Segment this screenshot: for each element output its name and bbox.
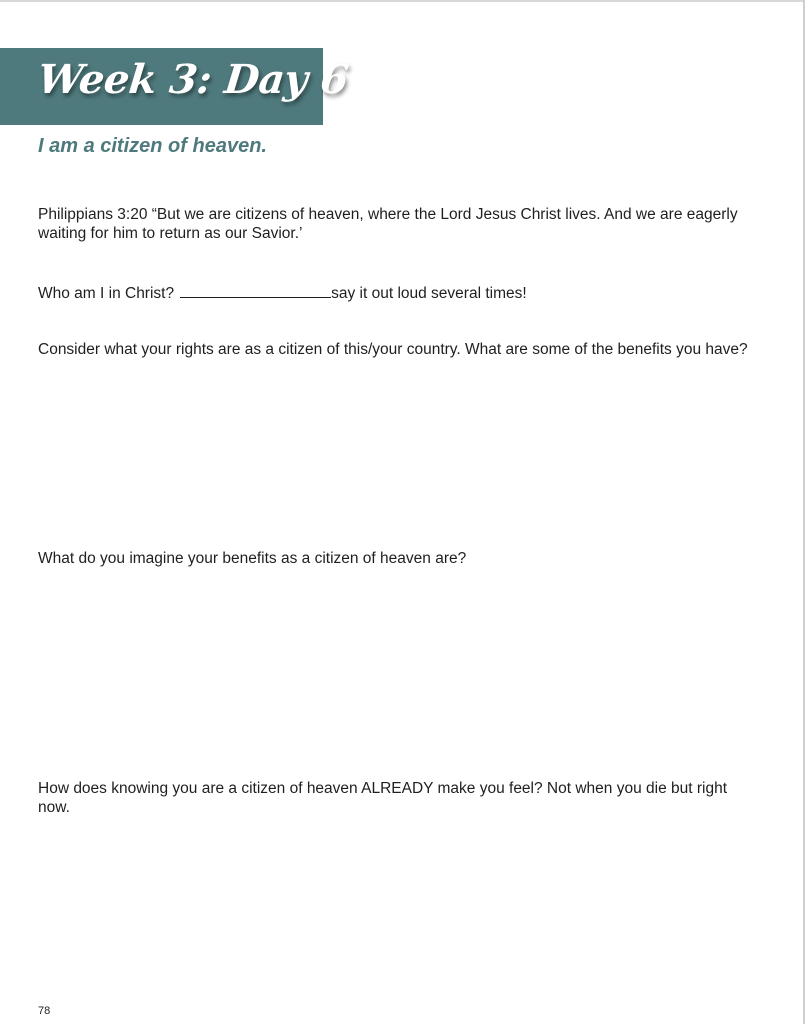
question-rights: Consider what your rights are as a citizen of this/your country. What are some of the benefits you have? <box>38 341 748 358</box>
fill-in-instruction: say it out loud several times! <box>331 285 527 302</box>
question-heaven-benefits: What do you imagine your benefits as a citizen of heaven are? <box>38 550 467 567</box>
page-title: Week 3: Day 6 <box>35 56 351 103</box>
scripture-verse: Philippians 3:20 “But we are citizens of heaven, where the Lord Jesus Christ lives. And we are eagerly waiting for him to return as our Savior.’ <box>38 206 738 242</box>
title-banner <box>0 48 351 125</box>
page-number: 78 <box>38 1005 51 1017</box>
answer-blank-line <box>180 283 331 298</box>
top-divider <box>0 0 805 2</box>
fill-in-question: Who am I in Christ? <box>38 285 175 302</box>
question-feelings: How does knowing you are a citizen of heaven ALREADY make you feel? Not when you die but right now. <box>38 780 728 816</box>
page-subtitle: I am a citizen of heaven. <box>38 135 267 157</box>
fill-in-prompt <box>38 283 758 303</box>
